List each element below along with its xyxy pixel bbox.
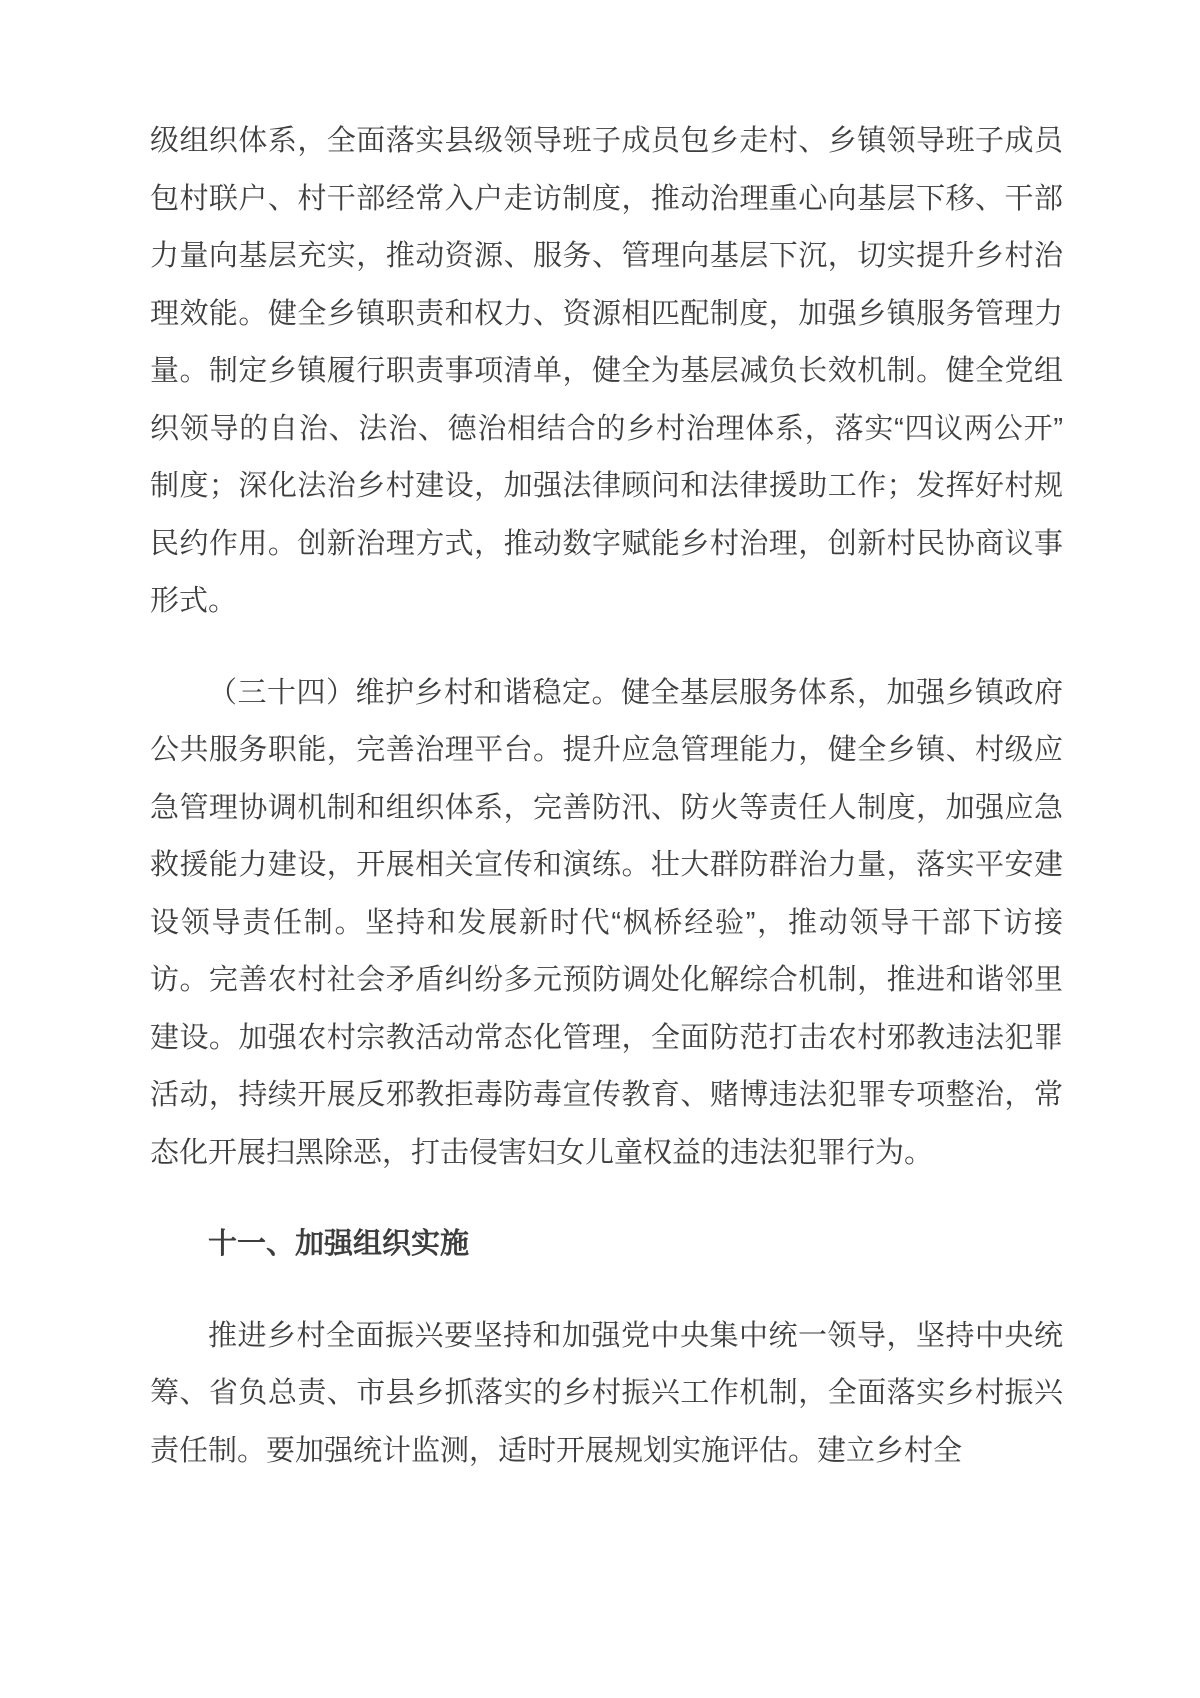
body-paragraph-34: （三十四）维护乡村和谐稳定。健全基层服务体系，加强乡镇政府公共服务职能，完善治理平台。提升应急管理能力，健全乡镇、村级应急管理协调机制和组织体系，完善防汛、防火等责任人制度，加强应急救援能力建设，开展相关宣传和演练。壮大群防群治力量，落实平安建设领导责任制。坚持和发展新时代“枫桥经验”，推动领导干部下访接访。完善农村社会矛盾纠纷多元预防调处化解综合机制，推进和谐邻里建设。加强农村宗教活动常态化管理，全面防范打击农村邪教违法犯罪活动，持续开展反邪教拒毒防毒宣传教育、赌博违法犯罪专项整治，常态化开展扫黑除恶，打击侵害妇女儿童权益的违法犯罪行为。 [150, 676, 1063, 1169]
body-paragraph-continuation: 级组织体系，全面落实县级领导班子成员包乡走村、乡镇领导班子成员包村联户、村干部经常入户走访制度，推动治理重心向基层下移、干部力量向基层充实，推动资源、服务、管理向基层下沉，切实提升乡村治理效能。健全乡镇职责和权力、资源相匹配制度，加强乡镇服务管理力量。制定乡镇履行职责事项清单，健全为基层减负长效机制。健全党组织领导的自治、法治、德治相结合的乡村治理体系，落实“四议两公开”制度；深化法治乡村建设，加强法律顾问和法律援助工作；发挥好村规民约作用。创新治理方式，推动数字赋能乡村治理，创新村民协商议事形式。 [150, 125, 1063, 617]
body-paragraph-final: 推进乡村全面振兴要坚持和加强党中央集中统一领导，坚持中央统筹、省负总责、市县乡抓落实的乡村振兴工作机制，全面落实乡村振兴责任制。要加强统计监测，适时开展规划实施评估。建立乡村全 [150, 1319, 1063, 1467]
section-heading: 十一、加强组织实施 [208, 1228, 470, 1260]
